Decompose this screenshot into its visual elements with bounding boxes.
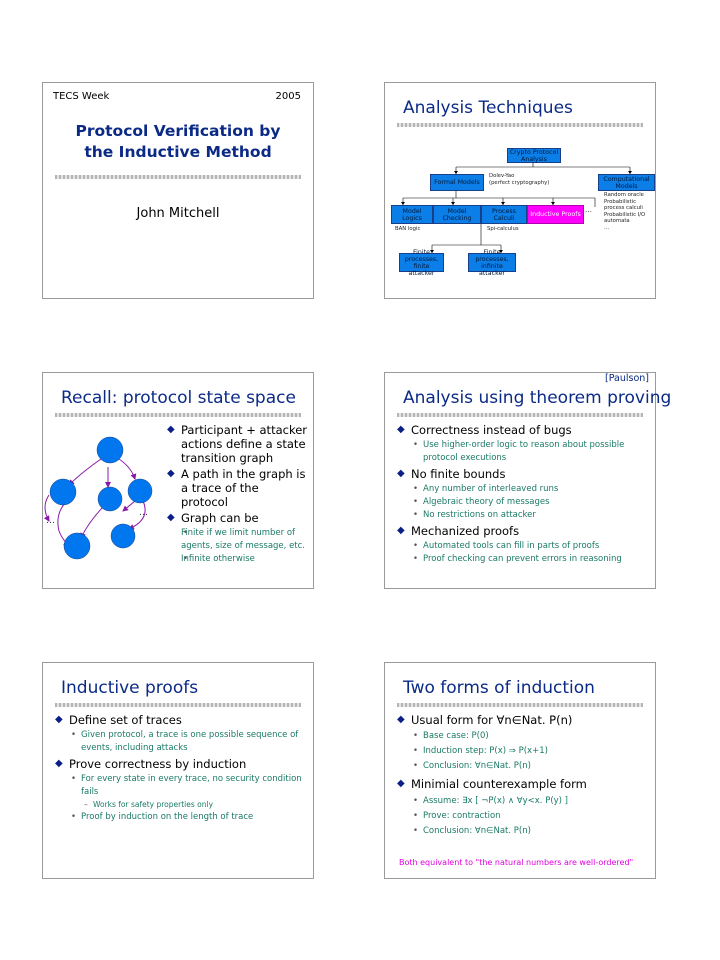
computational-models-node: Computational Models [598, 174, 655, 191]
bullet-item: ◆ Correctness instead of bugs [397, 423, 647, 437]
slide-title: Two forms of induction [403, 678, 595, 698]
sub-bullet: • Base case: P(0) [397, 729, 649, 744]
computational-notes: Random oracle Probabilistic process calculi Probabilistic I/O automata … [604, 192, 646, 231]
slide-analysis-techniques [384, 82, 656, 299]
sub-bullet: • Given protocol, a trace is one possible sequence of events, including attacks [55, 729, 305, 755]
sub-bullet: • Infinite otherwise [167, 553, 307, 566]
slide-theorem-proving [384, 372, 672, 589]
state-node [98, 487, 122, 511]
state-node [128, 479, 152, 503]
sub-bullet: • Prove: contraction [397, 809, 649, 824]
sub-bullet: • Algebraic theory of messages [397, 496, 647, 509]
bullet-item: ◆ No finite bounds [397, 467, 647, 481]
state-node [50, 479, 76, 505]
bullet-item: ◆ A path in the graph is a trace of the protocol [167, 467, 307, 509]
sub-bullet: • Conclusion: ∀n∈Nat. P(n) [397, 824, 649, 839]
methods-ellipsis: … [585, 206, 592, 214]
state-node [111, 524, 135, 548]
bullet-list [55, 713, 305, 824]
slide-two-forms-induction [384, 662, 656, 879]
graph-ellipsis-right: … [139, 508, 148, 518]
method-process-calculi: Process Calculi [481, 205, 527, 224]
bullet-item: ◆ Mechanized proofs [397, 524, 647, 538]
slide-protocol-state-space [42, 372, 314, 589]
slide-title: Recall: protocol state space [61, 388, 296, 408]
state-node [64, 533, 90, 559]
presentation-title [43, 121, 313, 163]
state-transition-graph [43, 423, 173, 563]
year-label: 2005 [275, 91, 301, 102]
method-model-checking: Model Checking [433, 205, 481, 224]
spi-calculus-note: Spi-calculus [487, 226, 519, 232]
divider [397, 703, 643, 707]
bullet-list [397, 713, 649, 839]
bullet-list [397, 423, 647, 566]
method-model-logics: Model Logics [391, 205, 433, 224]
sub-bullet: • Assume: ∃x [ ¬P(x) ∧ ∀y<x. P(y) ] [397, 793, 649, 809]
slide-title: Analysis using theorem proving [403, 388, 672, 408]
finite-attacker-node: Finite processes, finite attacker [399, 253, 444, 272]
sub-bullet: • Automated tools can fill in parts of proofs [397, 540, 647, 553]
dolev-yao-note: Dolev-Yao (perfect cryptography) [489, 173, 550, 186]
sub-bullet: • Any number of interleaved runs [397, 483, 647, 496]
divider [55, 703, 301, 707]
graph-ellipsis-left: … [46, 516, 55, 526]
title-line-2: the Inductive Method [84, 143, 272, 161]
divider [55, 175, 301, 179]
sub-bullet: • Proof checking can prevent errors in reasoning [397, 553, 647, 566]
bullet-item: ◆ Prove correctness by induction [55, 757, 305, 771]
sub-bullet: • Use higher-order logic to reason about possible protocol executions [397, 439, 647, 465]
course-label: TECS Week [53, 91, 110, 102]
slide-title [42, 82, 314, 299]
formal-models-node: Formal Models [430, 174, 484, 191]
sub-bullet: • No restrictions on attacker [397, 509, 647, 522]
state-node [97, 437, 123, 463]
crypto-analysis-node: Crypto Protocol Analysis [507, 148, 561, 163]
method-inductive-proofs: Inductive Proofs [527, 205, 584, 224]
slide-inductive-proofs [42, 662, 314, 879]
footnote: Both equivalent to "the natural numbers are well-ordered" [399, 858, 634, 867]
slide-title: Inductive proofs [61, 678, 199, 698]
sub-sub-bullet: – Works for safety properties only [55, 799, 305, 811]
citation: [Paulson] [605, 373, 649, 384]
sub-bullet: • Proof by induction on the length of trace [55, 811, 305, 824]
sub-bullet: • Finite if we limit number of agents, size of message, etc. [167, 527, 307, 553]
sub-bullet: • For every state in every trace, no security condition fails [55, 773, 305, 799]
author-name: John Mitchell [136, 206, 220, 221]
bullet-item: ◆ Define set of traces [55, 713, 305, 727]
infinite-attacker-node: Finite processes, infinite attacker [468, 253, 516, 272]
bullet-item: ◆ Graph can be [167, 511, 307, 525]
sub-bullet: • Conclusion: ∀n∈Nat. P(n) [397, 759, 649, 774]
divider [397, 413, 643, 417]
sub-bullet: • Induction step: P(x) ⇒ P(x+1) [397, 744, 649, 759]
bullet-item: ◆ Minimial counterexample form [397, 777, 649, 791]
ban-logic-note: BAN logic [395, 226, 421, 232]
divider [55, 413, 301, 417]
title-line-1: Protocol Verification by [75, 122, 281, 140]
slide-title: Analysis Techniques [403, 98, 573, 118]
bullet-list [167, 423, 307, 566]
bullet-item: ◆ Participant + attacker actions define a state transition graph [167, 423, 307, 465]
bullet-item: ◆ Usual form for ∀n∈Nat. P(n) [397, 713, 649, 727]
